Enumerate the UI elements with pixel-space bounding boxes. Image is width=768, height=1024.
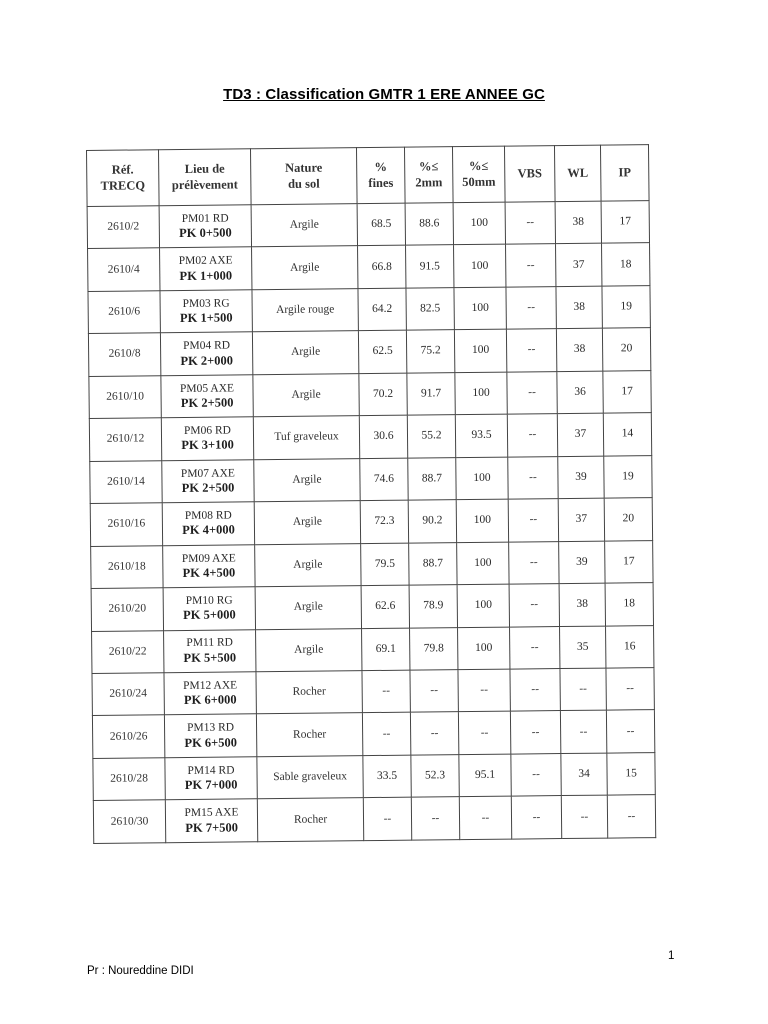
cell-wl: -- <box>560 668 606 711</box>
table-row <box>88 328 650 376</box>
header-lieu <box>159 149 252 206</box>
cell-fines: -- <box>362 670 410 713</box>
chainage: PK 4+500 <box>182 565 236 580</box>
cell-nature: Argile <box>253 373 359 417</box>
table-row <box>92 668 654 716</box>
cell-lieu <box>163 587 255 630</box>
header-ref <box>87 150 160 207</box>
cell-vbs: -- <box>510 669 560 712</box>
sample-point: PM05 AXE <box>179 382 235 395</box>
cell-lieu <box>162 459 254 502</box>
cell-vbs: -- <box>506 286 556 329</box>
cell-50mm: 100 <box>457 542 509 585</box>
cell-vbs: -- <box>509 541 559 584</box>
cell-wl: 36 <box>557 371 603 414</box>
table-row <box>91 583 653 631</box>
cell-ip: 17 <box>603 370 651 413</box>
cell-ref: 2610/30 <box>93 800 165 843</box>
cell-fines: 70.2 <box>359 373 407 416</box>
table-row <box>90 498 652 546</box>
cell-lieu <box>160 290 252 333</box>
table-row <box>87 201 649 249</box>
cell-nature: Argile <box>252 331 358 375</box>
cell-wl: 35 <box>560 626 606 669</box>
cell-50mm: -- <box>458 712 510 755</box>
cell-fines: 30.6 <box>359 415 407 458</box>
cell-lieu <box>162 502 254 545</box>
chainage: PK 7+000 <box>184 777 238 793</box>
cell-ref: 2610/20 <box>91 588 163 631</box>
chainage: PK 0+500 <box>178 225 232 241</box>
header-vbs <box>504 146 555 203</box>
cell-wl: 39 <box>559 541 605 584</box>
page-number: 1 <box>668 950 675 962</box>
cell-nature: Rocher <box>257 798 363 842</box>
sample-point: PM12 AXE <box>183 679 238 692</box>
header-wl <box>554 145 601 201</box>
cell-fines: -- <box>362 713 410 756</box>
cell-ip: 18 <box>605 583 653 626</box>
header-fines <box>356 147 405 203</box>
sample-point: PM10 RG <box>185 594 233 607</box>
cell-ip: 16 <box>606 625 654 668</box>
cell-wl: 38 <box>556 328 602 371</box>
cell-2mm: 55.2 <box>407 415 455 458</box>
cell-ip: 15 <box>607 752 655 795</box>
cell-50mm: 100 <box>455 372 507 415</box>
cell-2mm: 75.2 <box>406 330 454 373</box>
cell-fines: 69.1 <box>362 628 410 671</box>
cell-nature: Argile <box>255 543 361 587</box>
cell-2mm: 90.2 <box>408 500 456 543</box>
cell-lieu <box>160 332 252 375</box>
cell-ip: 18 <box>602 243 650 286</box>
cell-nature: Rocher <box>256 671 362 715</box>
cell-vbs: -- <box>508 456 558 499</box>
cell-2mm: 88.7 <box>408 457 456 500</box>
cell-ref: 2610/22 <box>92 630 164 673</box>
header-line: Réf. <box>111 162 134 177</box>
chainage: PK 3+100 <box>181 437 234 453</box>
cell-wl: -- <box>560 711 606 754</box>
chainage: PK 5+500 <box>183 650 237 665</box>
header-line: 2mm <box>415 174 443 190</box>
cell-fines: 72.3 <box>360 500 408 543</box>
cell-2mm: -- <box>410 670 458 713</box>
table-body <box>87 201 656 844</box>
cell-vbs: -- <box>511 796 561 839</box>
cell-wl: 37 <box>557 413 603 456</box>
cell-wl: 39 <box>558 456 604 499</box>
cell-ip: -- <box>607 795 655 838</box>
cell-ip: 19 <box>602 286 650 329</box>
sample-point: PM02 AXE <box>178 254 233 268</box>
cell-vbs: -- <box>507 371 557 414</box>
cell-50mm: 100 <box>454 329 506 372</box>
table-row <box>88 243 650 291</box>
chainage: PK 5+000 <box>182 607 236 623</box>
cell-ref: 2610/8 <box>88 333 160 376</box>
cell-2mm: 88.7 <box>409 542 457 585</box>
cell-lieu <box>164 714 256 757</box>
table-row <box>89 370 651 418</box>
chainage: PK 6+000 <box>183 692 237 708</box>
table-row <box>89 413 651 461</box>
cell-lieu <box>164 672 256 715</box>
header-line: Nature <box>284 160 323 175</box>
cell-fines: 64.2 <box>358 288 406 331</box>
cell-lieu <box>165 757 257 800</box>
sample-point: PM13 RD <box>186 721 235 735</box>
sample-point: PM01 RD <box>181 212 229 225</box>
cell-2mm: 52.3 <box>411 755 459 798</box>
table-row <box>93 795 655 844</box>
cell-fines: 74.6 <box>360 458 408 501</box>
scanned-table-image <box>86 144 655 844</box>
cell-ip: -- <box>606 710 654 753</box>
cell-ref: 2610/2 <box>87 206 159 249</box>
table-row <box>92 710 654 758</box>
header-line: du sol <box>287 176 320 191</box>
cell-nature: Tuf graveleux <box>253 416 359 460</box>
cell-nature: Argile <box>254 501 360 545</box>
cell-lieu <box>164 629 256 672</box>
header-line: prélèvement <box>171 176 238 192</box>
header-line: %≤ <box>418 159 439 174</box>
cell-ref: 2610/28 <box>93 758 165 801</box>
header-line: 50mm <box>462 174 496 189</box>
cell-vbs: -- <box>508 499 558 542</box>
chainage: PK 1+500 <box>179 310 233 326</box>
cell-vbs: -- <box>506 244 556 287</box>
cell-wl: 38 <box>555 201 601 244</box>
chainage: PK 2+000 <box>180 352 234 368</box>
cell-vbs: -- <box>509 584 559 627</box>
cell-2mm: 82.5 <box>406 288 454 331</box>
sample-point: PM04 RD <box>182 339 231 353</box>
cell-2mm: -- <box>411 797 459 840</box>
table-row <box>88 286 650 334</box>
cell-fines: 33.5 <box>363 755 411 798</box>
cell-fines: 68.5 <box>357 203 405 246</box>
sample-point: PM14 RD <box>187 764 235 777</box>
cell-50mm: -- <box>458 669 510 712</box>
cell-nature: Argile <box>256 628 362 672</box>
cell-50mm: 100 <box>458 627 510 670</box>
cell-fines: 66.8 <box>358 246 406 289</box>
cell-2mm: 88.6 <box>405 203 453 246</box>
table-row <box>92 625 654 673</box>
cell-50mm: 100 <box>456 499 508 542</box>
page-title-text: TD3 : Classification GMTR 1 ERE ANNEE GC <box>223 86 545 103</box>
cell-ip: 17 <box>601 201 649 244</box>
cell-2mm: 79.8 <box>410 627 458 670</box>
cell-nature: Sable graveleux <box>257 756 363 800</box>
sample-point: PM15 AXE <box>184 806 239 820</box>
header-ip <box>600 145 649 201</box>
page-title <box>0 86 768 103</box>
cell-fines: -- <box>363 797 411 840</box>
cell-ip: -- <box>606 668 654 711</box>
cell-lieu <box>161 375 253 418</box>
cell-50mm: 100 <box>456 457 508 500</box>
table-row <box>91 540 653 588</box>
sample-point: PM07 AXE <box>180 467 235 480</box>
header-nature <box>250 148 357 205</box>
cell-ref: 2610/16 <box>90 503 162 546</box>
cell-50mm: 93.5 <box>455 414 507 457</box>
cell-wl: 34 <box>561 753 607 796</box>
sample-point: PM08 RD <box>184 509 232 523</box>
cell-lieu <box>163 544 255 587</box>
cell-ref: 2610/14 <box>90 460 162 503</box>
cell-wl: 38 <box>559 583 605 626</box>
cell-ip: 17 <box>605 540 653 583</box>
chainage: PK 6+500 <box>184 735 238 750</box>
cell-50mm: 100 <box>457 584 509 627</box>
cell-ip: 14 <box>603 413 651 456</box>
cell-ip: 19 <box>604 455 652 498</box>
cell-lieu <box>160 247 252 290</box>
cell-vbs: -- <box>511 753 561 796</box>
chainage: PK 4+000 <box>182 522 235 538</box>
cell-nature: Argile <box>255 586 361 630</box>
cell-lieu <box>159 205 251 248</box>
header-line: VBS <box>517 165 542 181</box>
header-50mm <box>452 146 505 203</box>
cell-fines: 62.6 <box>361 585 409 628</box>
cell-wl: 38 <box>556 286 602 329</box>
cell-fines: 62.5 <box>358 331 406 374</box>
header-line: %≤ <box>468 158 489 173</box>
chainage: PK 7+500 <box>185 820 238 835</box>
classification-table <box>86 144 656 844</box>
cell-wl: 37 <box>556 244 602 287</box>
cell-2mm: 91.5 <box>406 245 454 288</box>
table-row <box>93 752 655 800</box>
sample-point: PM11 RD <box>186 636 233 650</box>
cell-ref: 2610/10 <box>89 376 161 419</box>
cell-vbs: -- <box>510 711 560 754</box>
cell-2mm: 78.9 <box>409 585 457 628</box>
cell-vbs: -- <box>505 202 555 245</box>
chainage: PK 2+500 <box>180 395 234 410</box>
sample-point: PM09 AXE <box>181 552 236 565</box>
table-row <box>90 455 652 503</box>
cell-ref: 2610/24 <box>92 673 164 716</box>
cell-ip: 20 <box>602 328 650 371</box>
cell-ref: 2610/26 <box>92 715 164 758</box>
chainage: PK 1+000 <box>179 268 233 283</box>
cell-2mm: 91.7 <box>407 372 455 415</box>
table-header-row <box>87 145 650 207</box>
header-2mm <box>404 147 453 203</box>
header-line: TRECQ <box>100 177 146 193</box>
cell-lieu <box>161 417 253 460</box>
cell-nature: Rocher <box>256 713 362 757</box>
cell-wl: 37 <box>558 498 604 541</box>
cell-nature: Argile <box>252 246 358 290</box>
cell-lieu <box>165 799 257 843</box>
header-line: IP <box>618 164 632 180</box>
footer-author: Pr : Noureddine DIDI <box>87 965 194 977</box>
header-line: % <box>374 159 388 174</box>
cell-50mm: -- <box>459 796 511 839</box>
cell-nature: Argile <box>251 204 357 248</box>
sample-point: PM03 RG <box>182 297 230 310</box>
sample-point: PM06 RD <box>183 424 231 438</box>
cell-50mm: 100 <box>453 202 505 245</box>
chainage: PK 2+500 <box>181 480 235 495</box>
cell-2mm: -- <box>410 712 458 755</box>
cell-ref: 2610/12 <box>89 418 161 461</box>
cell-fines: 79.5 <box>361 543 409 586</box>
header-line: Lieu de <box>184 161 225 176</box>
cell-50mm: 95.1 <box>459 754 511 797</box>
cell-ref: 2610/18 <box>91 545 163 588</box>
cell-50mm: 100 <box>454 245 506 288</box>
cell-wl: -- <box>561 795 607 838</box>
cell-vbs: -- <box>507 414 557 457</box>
cell-vbs: -- <box>506 329 556 372</box>
cell-nature: Argile <box>254 458 360 502</box>
cell-50mm: 100 <box>454 287 506 330</box>
cell-ip: 20 <box>604 498 652 541</box>
header-line: fines <box>368 175 394 190</box>
cell-vbs: -- <box>510 626 560 669</box>
cell-nature: Argile rouge <box>252 289 358 333</box>
cell-ref: 2610/6 <box>88 291 160 334</box>
cell-ref: 2610/4 <box>88 248 160 291</box>
header-line: WL <box>567 165 589 180</box>
